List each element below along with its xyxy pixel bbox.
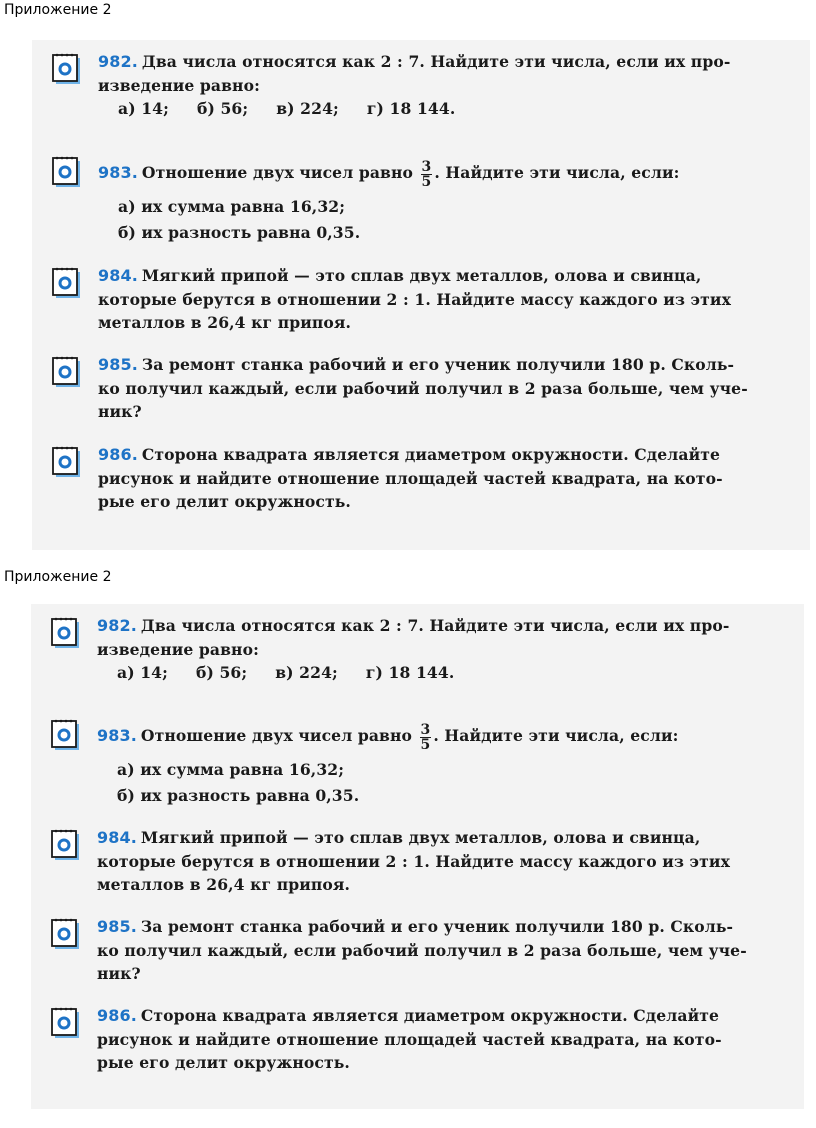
problem-text: За ремонт станка рабочий и его ученик получили 180 р. Сколь- [141,355,735,374]
condition-b: б) их разность равна 0,35. [118,222,361,242]
problem-number: 984. [98,266,138,285]
problem-number: 985. [97,917,137,936]
notebook-icon [52,266,82,300]
problem-number: 983. [97,726,137,745]
problem-text: Отношение двух чисел равно [140,726,412,745]
problem-number: 982. [97,616,137,635]
problem-text: ник? [97,964,141,983]
problem-text: Сторона квадрата является диаметром окружности. Сделайте [141,445,721,464]
problem-number: 986. [98,445,138,464]
option: а) 14; [118,99,169,118]
problem-number: 983. [98,163,138,182]
notebook-icon [52,355,82,389]
problem-text: рисунок и найдите отношение площадей частей квадрата, на кото- [98,468,723,488]
notebook-icon [51,616,81,650]
fraction-numerator: 3 [420,721,431,738]
problem-text: изведение равно: [97,639,259,659]
option: г) 18 144. [365,663,455,682]
condition-a: а) их сумма равна 16,32; [118,197,346,216]
problem-number: 986. [97,1006,137,1025]
problem-text: Два числа относятся как 2 : 7. Найдите эти числа, если их про- [140,616,730,635]
option: б) 56; [196,99,249,118]
problem-text: рые его делит окружность. [98,492,351,511]
problem-text: которые берутся в отношении 2 : 1. Найдите массу каждого из этих [97,851,730,871]
problem-number: 985. [98,355,138,374]
notebook-icon [52,155,82,189]
option: в) 224; [275,663,338,682]
problem-text: изведение равно: [98,75,260,95]
notebook-icon [51,718,81,752]
fraction-numerator: 3 [421,158,432,175]
problem-text: металлов в 26,4 кг припоя. [98,313,352,332]
fraction-denominator: 5 [421,173,432,190]
notebook-icon [51,917,81,951]
problem-text: . Найдите эти числа, если: [434,163,680,182]
answer-options [97,661,774,685]
problem-text: За ремонт станка рабочий и его ученик получили 180 р. Сколь- [140,917,734,936]
problem-number: 982. [98,52,138,71]
appendix-label: Приложение 2 [4,2,112,18]
option: б) 56; [195,663,248,682]
problem-text: Отношение двух чисел равно [141,163,413,182]
notebook-icon [52,445,82,479]
answer-options [98,97,780,121]
problem-text: рисунок и найдите отношение площадей частей квадрата, на кото- [97,1029,722,1049]
condition-b: б) их разность равна 0,35. [117,785,360,805]
problem-text: . Найдите эти числа, если: [433,726,679,745]
textbook-scan [32,40,810,550]
condition-a: а) их сумма равна 16,32; [117,760,345,779]
notebook-icon [52,52,82,86]
notebook-icon [51,1006,81,1040]
problem-text: ко получил каждый, если рабочий получил в 2 раза больше, чем уче- [97,940,747,960]
problem-text: которые берутся в отношении 2 : 1. Найдите массу каждого из этих [98,289,731,309]
problem-text: ник? [98,402,142,421]
problem-text: Мягкий припой — это сплав двух металлов, олова и свинца, [141,266,702,285]
textbook-scan [31,604,804,1109]
fraction [421,160,433,189]
problem-number: 984. [97,828,137,847]
notebook-icon [51,828,81,862]
problem-text: Сторона квадрата является диаметром окружности. Сделайте [140,1006,720,1025]
problem-text: металлов в 26,4 кг припоя. [97,875,351,894]
option: в) 224; [276,99,339,118]
fraction-denominator: 5 [420,736,431,753]
problem-text: рые его делит окружность. [97,1053,350,1072]
problem-text: ко получил каждый, если рабочий получил в 2 раза больше, чем уче- [98,378,748,398]
fraction [420,723,432,752]
appendix-label: Приложение 2 [4,569,112,585]
option: а) 14; [117,663,168,682]
option: г) 18 144. [366,99,456,118]
problem-text: Мягкий припой — это сплав двух металлов, олова и свинца, [140,828,701,847]
problem-text: Два числа относятся как 2 : 7. Найдите эти числа, если их про- [141,52,731,71]
